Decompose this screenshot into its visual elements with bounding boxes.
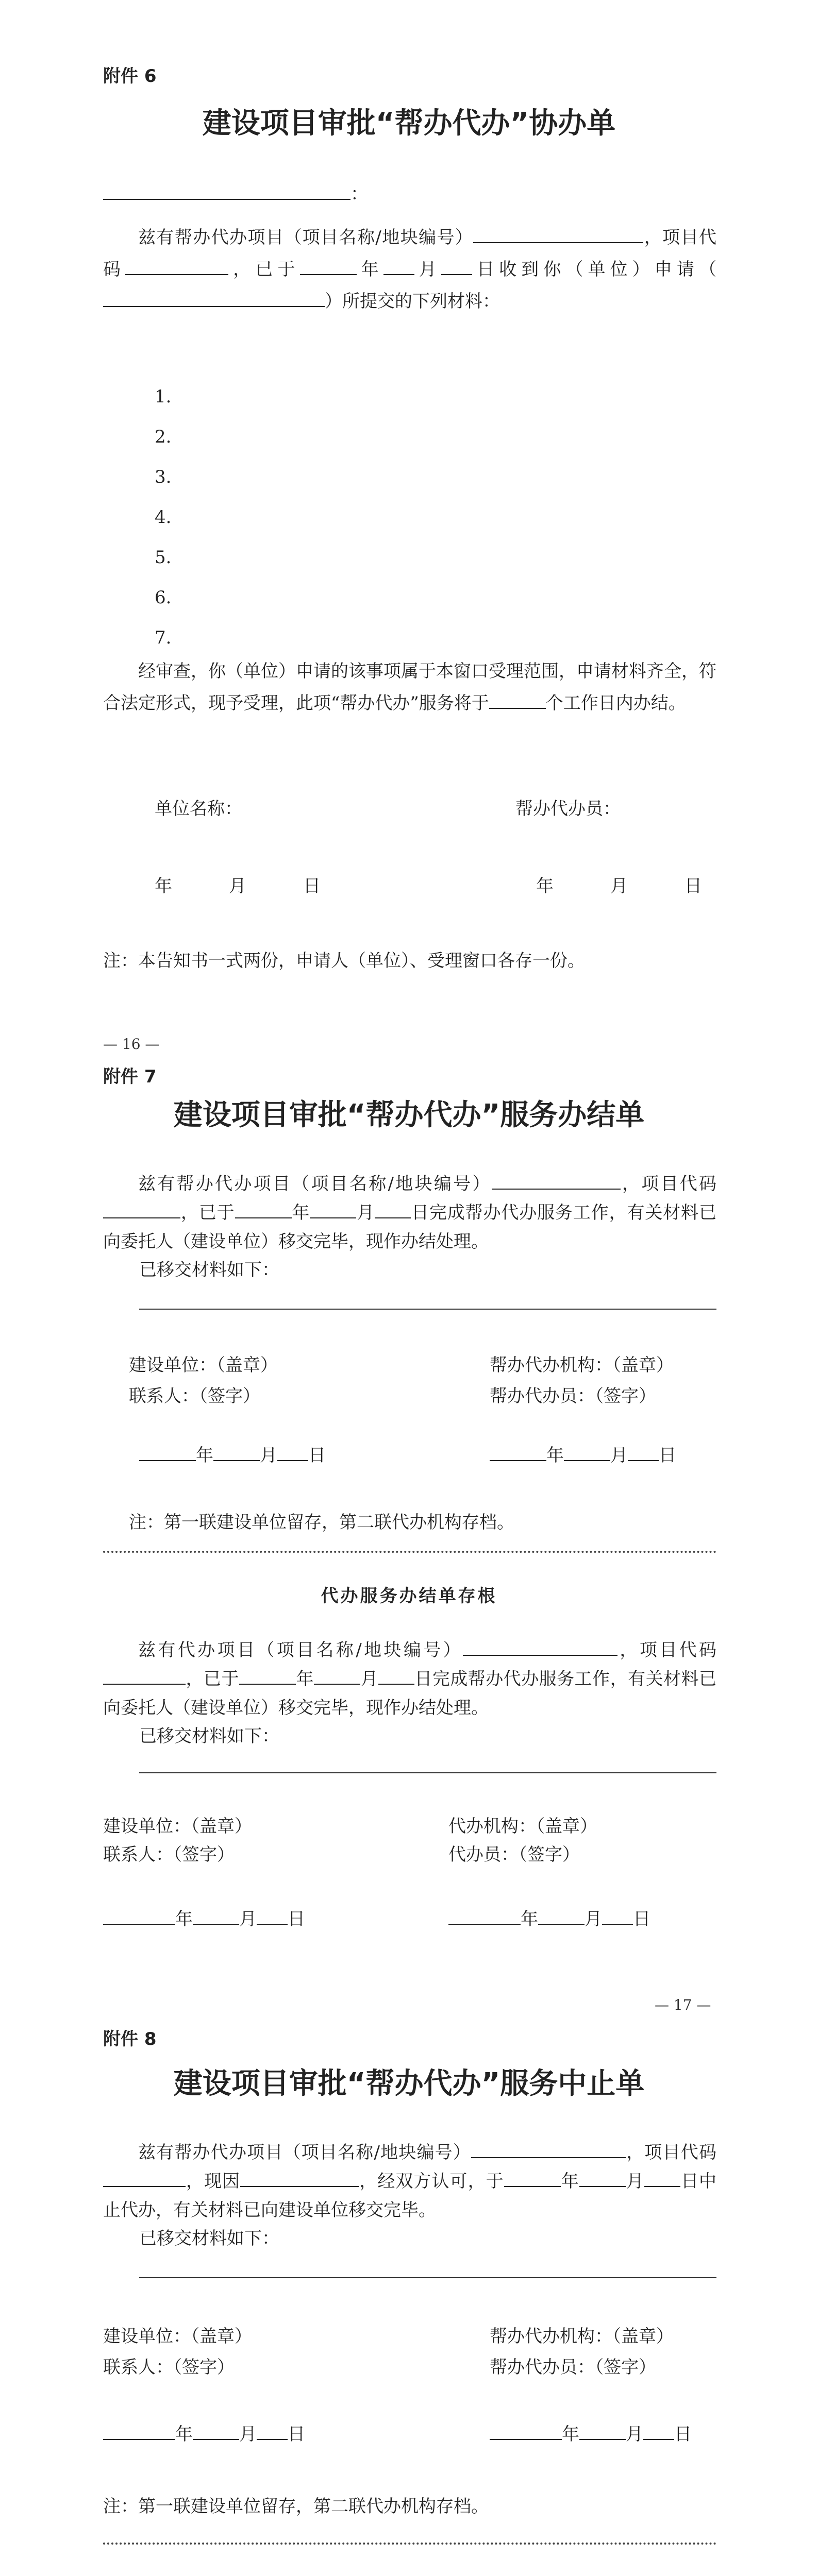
annex7-stub-materials-line[interactable] — [139, 1772, 716, 1773]
annex7-agent-sign: 帮办代办员：（签字） — [490, 1386, 656, 1406]
annex6-item-4: 4. — [155, 507, 172, 528]
annex7-date-left: 年 月 日 — [139, 1443, 326, 1468]
annex8-agency-seal: 帮办代办机构：（盖章） — [490, 2326, 674, 2347]
annex6-item-3: 3. — [155, 467, 172, 487]
annex6-item-2: 2. — [155, 427, 172, 447]
recipient-blank[interactable] — [103, 181, 350, 200]
annex8-title: 建设项目审批“帮办代办”服务中止单 — [173, 2067, 645, 2100]
annex7-label: 附件 7 — [103, 1066, 157, 1087]
annex7-agency-seal: 帮办代办机构：（盖章） — [490, 1355, 674, 1376]
annex7-builder-seal: 建设单位：（盖章） — [129, 1355, 278, 1376]
annex6-item-6: 6. — [155, 587, 172, 608]
annex7-contact-sign: 联系人：（签字） — [129, 1386, 260, 1406]
annex7-stub-date-left: 年 月 日 — [103, 1906, 305, 1932]
annex8-date-right: 年 月 日 — [490, 2421, 692, 2447]
annex8-materials-line[interactable] — [139, 2277, 716, 2278]
annex7-stub-date-right: 年 月 日 — [448, 1906, 650, 1932]
annex7-materials-line[interactable] — [139, 1309, 716, 1310]
annex7-stub-agency-seal: 代办机构：（盖章） — [448, 1816, 597, 1837]
annex6-date-right: 年 月 日 — [536, 876, 702, 896]
annex8-cut-line — [103, 2543, 716, 2545]
annex6-label: 附件 6 — [103, 66, 157, 87]
annex6-item-5: 5. — [155, 547, 172, 568]
annex7-note: 注：第一联建设单位留存，第二联代办机构存档。 — [129, 1512, 514, 1533]
annex6-title: 建设项目审批“帮办代办”协办单 — [202, 107, 616, 140]
page-number-17: — 17 — — [655, 1996, 711, 2013]
annex6-intro: 兹有帮办代办项目（项目名称/地块编号） ，项目代码 ，已于 年 月 日收到你（单位）申请（）所提交的下列材料： — [103, 222, 716, 317]
annex8-stub-title — [0, 2573, 818, 2576]
annex7-stub-agent-sign: 代办员：（签字） — [448, 1844, 580, 1865]
annex7-stub-contact-sign: 联系人：（签字） — [103, 1844, 235, 1865]
annex7-stub-title: 代办服务办结单存根 — [321, 1586, 497, 1606]
annex6-unit-name: 单位名称： — [155, 799, 242, 819]
annex6-note: 注：本告知书一式两份，申请人（单位）、受理窗口各存一份。 — [103, 951, 585, 971]
annex7-title: 建设项目审批“帮办代办”服务办结单 — [173, 1098, 645, 1132]
annex6-item-7: 7. — [155, 628, 172, 648]
annex8-body: 兹有帮办代办项目（项目名称/地块编号） ，项目代码，现因 ，经双方认可，于 年 月 日中止代办，有关材料已向建设单位移交完毕。 — [103, 2138, 716, 2225]
annex7-transferred: 已移交材料如下： — [139, 1260, 279, 1280]
annex8-builder-seal: 建设单位：（盖章） — [103, 2326, 252, 2347]
annex8-contact-sign: 联系人：（签字） — [103, 2357, 235, 2378]
annex7-stub-builder-seal: 建设单位：（盖章） — [103, 1816, 252, 1837]
annex8-agent-sign: 帮办代办员：（签字） — [490, 2357, 656, 2378]
annex8-transferred: 已移交材料如下： — [139, 2228, 279, 2249]
annex7-cut-line — [103, 1551, 716, 1553]
annex6-agent: 帮办代办员： — [515, 799, 621, 819]
annex6-salutation: ： — [103, 181, 368, 207]
annex6-review: 经审查，你（单位）申请的该事项属于本窗口受理范围，申请材料齐全，符合法定形式，现予受理，此项“帮办代办”服务将于 个工作日内办结。 — [103, 661, 716, 714]
annex8-label: 附件 8 — [103, 2029, 157, 2049]
annex8-note: 注：第一联建设单位留存，第二联代办机构存档。 — [103, 2496, 489, 2517]
annex7-date-right: 年 月 日 — [490, 1443, 676, 1468]
annex6-date-left: 年 月 日 — [155, 876, 321, 896]
annex8-date-left: 年 月 日 — [103, 2421, 305, 2447]
annex6-item-1: 1. — [155, 386, 172, 407]
annex7-stub-body: 兹有代办项目（项目名称/地块编号） ，项目代码，已于 年 月 日完成帮办代办服务工作，有关材料已向委托人（建设单位）移交完毕，现作办结处理。 — [103, 1636, 716, 1722]
annex7-body: 兹有帮办代办项目（项目名称/地块编号） ，项目代码，已于 年 月 日完成帮办代办服务工作，有关材料已向委托人（建设单位）移交完毕，现作办结处理。 — [103, 1170, 716, 1256]
page-number-16: — 16 — — [103, 1036, 160, 1053]
annex7-stub-transferred: 已移交材料如下： — [139, 1726, 279, 1747]
